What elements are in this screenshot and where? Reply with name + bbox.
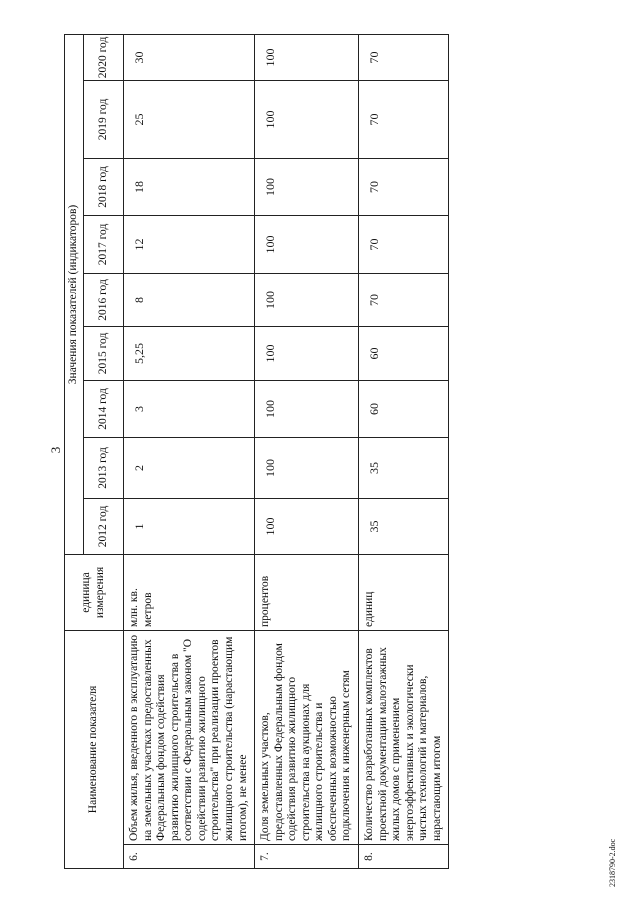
row-name: Доля земельных участков, предоставленных Федеральным фондом содействия развитию жилищного строительства на аукционах для жилищного строительства и обеспеченных возможностью подключения к инженерным сетям — [255, 630, 359, 844]
row-value: 100 — [255, 215, 359, 273]
header-year: 2015 год — [84, 326, 124, 380]
row-value: 100 — [255, 158, 359, 215]
header-values-group: Значения показателей (индикаторов) — [65, 34, 84, 554]
row-number: 6. — [124, 845, 255, 869]
row-value: 3 — [124, 380, 255, 437]
row-name: Объем жилья, введенного в эксплуатацию на земельных участках предоставленных Федеральным фондом содействия развитию жилищного строительства в соответствии с Федеральным законом "О содействии развитию жилищного строительства" при реализации проектов жилищного строительства (нарастающим итогом), не менее — [124, 630, 255, 844]
row-unit: процентов — [255, 554, 359, 630]
page-number: 3 — [48, 446, 63, 454]
row-unit: млн. кв. метров — [124, 554, 255, 630]
row-value: 70 — [359, 215, 449, 273]
row-value: 70 — [359, 80, 449, 158]
row-value: 2 — [124, 437, 255, 498]
header-year: 2014 год — [84, 380, 124, 437]
row-value: 70 — [359, 34, 449, 80]
row-value: 60 — [359, 326, 449, 380]
row-number: 7. — [255, 845, 359, 869]
table-row — [124, 34, 255, 868]
row-value: 30 — [124, 34, 255, 80]
document-id: 2318790-2.doc — [608, 838, 617, 887]
row-value: 35 — [359, 437, 449, 498]
row-value: 12 — [124, 215, 255, 273]
row-unit: единиц — [359, 554, 449, 630]
indicators-table — [64, 34, 449, 869]
row-name: Количество разработанных комплектов проектной документации малоэтажных жилых домов с применением энергоэффективных и экологически чистых технологий и материалов, нарастающим итогом — [359, 630, 449, 844]
row-value: 70 — [359, 273, 449, 326]
row-value: 100 — [255, 326, 359, 380]
row-value: 100 — [255, 437, 359, 498]
row-value: 35 — [359, 498, 449, 554]
row-value: 100 — [255, 80, 359, 158]
header-year: 2020 год — [84, 34, 124, 80]
row-value: 100 — [255, 273, 359, 326]
row-value: 100 — [255, 380, 359, 437]
row-value: 8 — [124, 273, 255, 326]
header-year: 2018 год — [84, 158, 124, 215]
header-year: 2013 год — [84, 437, 124, 498]
row-number: 8. — [359, 845, 449, 869]
row-value: 100 — [255, 34, 359, 80]
header-year: 2017 год — [84, 215, 124, 273]
header-year: 2016 год — [84, 273, 124, 326]
row-value: 18 — [124, 158, 255, 215]
row-value: 60 — [359, 380, 449, 437]
row-value: 1 — [124, 498, 255, 554]
header-year: 2012 год — [84, 498, 124, 554]
header-unit: единица измерения — [65, 554, 124, 630]
header-name: Наименование показателя — [65, 630, 124, 868]
row-value: 70 — [359, 158, 449, 215]
row-value: 25 — [124, 80, 255, 158]
row-value: 5,25 — [124, 326, 255, 380]
table-row — [359, 34, 449, 868]
table-row — [255, 34, 359, 868]
header-year: 2019 год — [84, 80, 124, 158]
row-value: 100 — [255, 498, 359, 554]
